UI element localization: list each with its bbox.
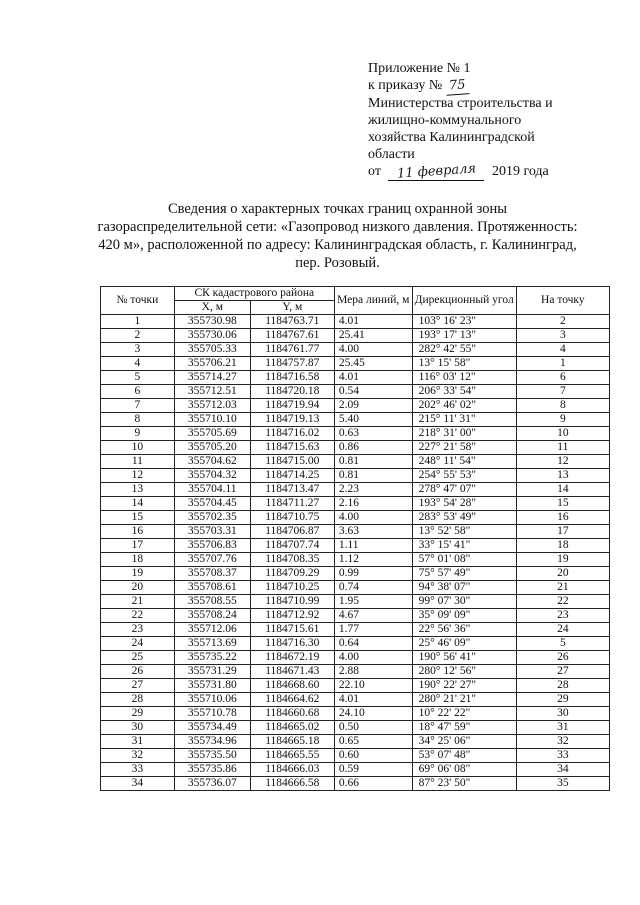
cell-x: 355713.69 <box>174 637 250 651</box>
table-row <box>101 651 610 665</box>
cell-point: 6 <box>101 385 175 399</box>
cell-y: 1184666.58 <box>250 777 334 791</box>
ministry-line-4: области <box>368 147 415 162</box>
cell-to-point: 32 <box>516 735 609 749</box>
cell-y: 1184665.02 <box>250 721 334 735</box>
cell-x: 355734.49 <box>174 721 250 735</box>
cell-length: 0.60 <box>334 749 412 763</box>
table-row <box>101 567 610 581</box>
cell-y: 1184714.25 <box>250 469 334 483</box>
cell-direction: 190° 56' 41" <box>412 651 516 665</box>
cell-direction: 218° 31' 00" <box>412 427 516 441</box>
cell-to-point: 1 <box>516 357 609 371</box>
cell-to-point: 33 <box>516 749 609 763</box>
cell-to-point: 11 <box>516 441 609 455</box>
cell-x: 355735.22 <box>174 651 250 665</box>
cell-point: 18 <box>101 553 175 567</box>
table-row <box>101 553 610 567</box>
cell-y: 1184709.29 <box>250 567 334 581</box>
cell-to-point: 15 <box>516 497 609 511</box>
table-row <box>101 413 610 427</box>
cell-point: 20 <box>101 581 175 595</box>
cell-to-point: 19 <box>516 553 609 567</box>
date-field <box>388 163 484 181</box>
cell-y: 1184660.68 <box>250 707 334 721</box>
cell-length: 2.09 <box>334 399 412 413</box>
heading-line-1: Сведения о характерных точках границ охранной зоны <box>168 201 507 217</box>
cell-x: 355712.03 <box>174 399 250 413</box>
cell-point: 4 <box>101 357 175 371</box>
cell-y: 1184719.94 <box>250 399 334 413</box>
order-line <box>368 77 618 95</box>
cell-point: 12 <box>101 469 175 483</box>
cell-direction: 99° 07' 30" <box>412 595 516 609</box>
cell-x: 355706.21 <box>174 357 250 371</box>
header-to-point: На точку <box>516 287 609 315</box>
cell-x: 355730.98 <box>174 315 250 329</box>
order-prefix: к приказу № <box>368 78 443 93</box>
cell-length: 4.00 <box>334 343 412 357</box>
cell-y: 1184767.61 <box>250 329 334 343</box>
cell-x: 355704.45 <box>174 497 250 511</box>
cell-y: 1184715.00 <box>250 455 334 469</box>
cell-length: 2.23 <box>334 483 412 497</box>
table-row <box>101 749 610 763</box>
table-row <box>101 721 610 735</box>
cell-direction: 280° 21' 21" <box>412 693 516 707</box>
cell-length: 25.45 <box>334 357 412 371</box>
table-row <box>101 455 610 469</box>
cell-to-point: 28 <box>516 679 609 693</box>
cell-direction: 206° 33' 54" <box>412 385 516 399</box>
cell-x: 355710.78 <box>174 707 250 721</box>
table-row <box>101 343 610 357</box>
cell-to-point: 8 <box>516 399 609 413</box>
cell-to-point: 14 <box>516 483 609 497</box>
cell-y: 1184671.43 <box>250 665 334 679</box>
cell-point: 10 <box>101 441 175 455</box>
cell-length: 0.86 <box>334 441 412 455</box>
cell-direction: 227° 21' 58" <box>412 441 516 455</box>
cell-y: 1184712.92 <box>250 609 334 623</box>
cell-point: 26 <box>101 665 175 679</box>
cell-x: 355705.20 <box>174 441 250 455</box>
cell-direction: 254° 55' 53" <box>412 469 516 483</box>
cell-to-point: 31 <box>516 721 609 735</box>
cell-x: 355735.50 <box>174 749 250 763</box>
table-row <box>101 693 610 707</box>
table-row <box>101 497 610 511</box>
table-row <box>101 329 610 343</box>
cell-length: 0.63 <box>334 427 412 441</box>
order-number-handwritten: 75 <box>445 76 469 96</box>
table-row <box>101 357 610 371</box>
table-row <box>101 707 610 721</box>
cell-direction: 283° 53' 49" <box>412 511 516 525</box>
cell-direction: 193° 54' 28" <box>412 497 516 511</box>
cell-x: 355712.06 <box>174 623 250 637</box>
table-row <box>101 735 610 749</box>
cell-length: 2.88 <box>334 665 412 679</box>
cell-x: 355736.07 <box>174 777 250 791</box>
cell-direction: 202° 46' 02" <box>412 399 516 413</box>
table-row <box>101 609 610 623</box>
cell-y: 1184708.35 <box>250 553 334 567</box>
table-row <box>101 427 610 441</box>
cell-y: 1184716.58 <box>250 371 334 385</box>
cell-direction: 193° 17' 13" <box>412 329 516 343</box>
table-row <box>101 511 610 525</box>
header-x: X, м <box>174 301 250 315</box>
cell-y: 1184664.62 <box>250 693 334 707</box>
cell-direction: 13° 15' 58" <box>412 357 516 371</box>
table-row <box>101 637 610 651</box>
cell-to-point: 9 <box>516 413 609 427</box>
ministry-line-2: жилищно-коммунального <box>368 113 522 128</box>
cell-y: 1184710.99 <box>250 595 334 609</box>
cell-direction: 35° 09' 09" <box>412 609 516 623</box>
appendix-title: Приложение № 1 <box>368 61 471 76</box>
cell-point: 23 <box>101 623 175 637</box>
cell-length: 4.00 <box>334 651 412 665</box>
cell-to-point: 30 <box>516 707 609 721</box>
table-row <box>101 385 610 399</box>
table-row <box>101 469 610 483</box>
cell-point: 32 <box>101 749 175 763</box>
cell-y: 1184668.60 <box>250 679 334 693</box>
cell-direction: 57° 01' 08" <box>412 553 516 567</box>
header-length: Мера линий, м <box>334 287 412 315</box>
cell-x: 355731.80 <box>174 679 250 693</box>
cell-point: 28 <box>101 693 175 707</box>
cell-length: 4.67 <box>334 609 412 623</box>
cell-direction: 33° 15' 41" <box>412 539 516 553</box>
cell-point: 22 <box>101 609 175 623</box>
cell-length: 0.99 <box>334 567 412 581</box>
cell-point: 7 <box>101 399 175 413</box>
date-suffix: 2019 года <box>491 164 549 179</box>
cell-point: 9 <box>101 427 175 441</box>
cell-direction: 215° 11' 31" <box>412 413 516 427</box>
cell-point: 29 <box>101 707 175 721</box>
cell-length: 0.65 <box>334 735 412 749</box>
cell-y: 1184711.27 <box>250 497 334 511</box>
table-row <box>101 441 610 455</box>
cell-length: 0.59 <box>334 763 412 777</box>
table-row <box>101 525 610 539</box>
cell-direction: 278° 47' 07" <box>412 483 516 497</box>
cell-to-point: 20 <box>516 567 609 581</box>
cell-x: 355708.61 <box>174 581 250 595</box>
cell-to-point: 10 <box>516 427 609 441</box>
table-row <box>101 763 610 777</box>
cell-point: 2 <box>101 329 175 343</box>
cell-length: 0.50 <box>334 721 412 735</box>
cell-point: 5 <box>101 371 175 385</box>
cell-length: 4.01 <box>334 693 412 707</box>
cell-x: 355705.33 <box>174 343 250 357</box>
cell-point: 11 <box>101 455 175 469</box>
cell-x: 355730.06 <box>174 329 250 343</box>
cell-point: 8 <box>101 413 175 427</box>
cell-length: 25.41 <box>334 329 412 343</box>
cell-direction: 116° 03' 12" <box>412 371 516 385</box>
cell-direction: 75° 57' 49" <box>412 567 516 581</box>
cell-x: 355705.69 <box>174 427 250 441</box>
cell-direction: 103° 16' 23" <box>412 315 516 329</box>
header-y: Y, м <box>250 301 334 315</box>
cell-point: 34 <box>101 777 175 791</box>
table-row <box>101 595 610 609</box>
date-line <box>368 163 618 181</box>
cell-x: 355712.51 <box>174 385 250 399</box>
cell-x: 355706.83 <box>174 539 250 553</box>
cell-to-point: 17 <box>516 525 609 539</box>
cell-length: 4.01 <box>334 371 412 385</box>
date-prefix: от <box>368 164 381 179</box>
cell-to-point: 22 <box>516 595 609 609</box>
cell-y: 1184665.55 <box>250 749 334 763</box>
cell-length: 24.10 <box>334 707 412 721</box>
cell-direction: 69° 06' 08" <box>412 763 516 777</box>
cell-x: 355714.27 <box>174 371 250 385</box>
cell-direction: 87° 23' 50" <box>412 777 516 791</box>
cell-y: 1184715.61 <box>250 623 334 637</box>
cell-y: 1184715.63 <box>250 441 334 455</box>
cell-point: 3 <box>101 343 175 357</box>
cell-direction: 18° 47' 59" <box>412 721 516 735</box>
cell-x: 355704.62 <box>174 455 250 469</box>
cell-y: 1184719.13 <box>250 413 334 427</box>
cell-point: 14 <box>101 497 175 511</box>
cell-length: 0.74 <box>334 581 412 595</box>
cell-point: 30 <box>101 721 175 735</box>
heading-line-4: пер. Розовый. <box>295 255 380 271</box>
cell-point: 24 <box>101 637 175 651</box>
cell-x: 355708.37 <box>174 567 250 581</box>
header-direction: Дирекционный угол <box>412 287 516 315</box>
cell-x: 355731.29 <box>174 665 250 679</box>
cell-length: 1.12 <box>334 553 412 567</box>
cell-direction: 94° 38' 07" <box>412 581 516 595</box>
heading-line-2: газораспределительной сети: «Газопровод низкого давления. Протяженность: <box>97 219 578 235</box>
table-row <box>101 623 610 637</box>
cell-length: 3.63 <box>334 525 412 539</box>
cell-y: 1184716.30 <box>250 637 334 651</box>
cell-x: 355708.24 <box>174 609 250 623</box>
cell-length: 1.95 <box>334 595 412 609</box>
cell-to-point: 5 <box>516 637 609 651</box>
cell-length: 0.54 <box>334 385 412 399</box>
cell-length: 0.81 <box>334 455 412 469</box>
table-row <box>101 315 610 329</box>
table-row <box>101 539 610 553</box>
cell-point: 27 <box>101 679 175 693</box>
cell-to-point: 27 <box>516 665 609 679</box>
cell-x: 355704.32 <box>174 469 250 483</box>
cell-point: 16 <box>101 525 175 539</box>
cell-point: 31 <box>101 735 175 749</box>
cell-y: 1184710.25 <box>250 581 334 595</box>
ministry-line-3: хозяйства Калининградской <box>368 130 535 145</box>
cell-point: 33 <box>101 763 175 777</box>
cell-x: 355702.35 <box>174 511 250 525</box>
cell-to-point: 13 <box>516 469 609 483</box>
cell-y: 1184666.03 <box>250 763 334 777</box>
appendix-block <box>368 60 618 181</box>
ministry-line-1: Министерства строительства и <box>368 96 553 111</box>
cell-x: 355710.10 <box>174 413 250 427</box>
heading-line-3: 420 м», расположенной по адресу: Калининградская область, г. Калининград, <box>98 237 577 253</box>
cell-to-point: 34 <box>516 763 609 777</box>
cell-direction: 280° 12' 56" <box>412 665 516 679</box>
cell-to-point: 2 <box>516 315 609 329</box>
points-table <box>100 286 610 791</box>
date-handwritten: 11 февраля <box>396 161 477 182</box>
cell-length: 4.00 <box>334 511 412 525</box>
table-row <box>101 399 610 413</box>
table-row <box>101 777 610 791</box>
cell-direction: 190° 22' 27" <box>412 679 516 693</box>
cell-length: 22.10 <box>334 679 412 693</box>
cell-y: 1184672.19 <box>250 651 334 665</box>
cell-x: 355710.06 <box>174 693 250 707</box>
cell-direction: 10° 22' 22" <box>412 707 516 721</box>
cell-to-point: 6 <box>516 371 609 385</box>
cell-to-point: 21 <box>516 581 609 595</box>
cell-direction: 282° 42' 55" <box>412 343 516 357</box>
cell-to-point: 29 <box>516 693 609 707</box>
cell-length: 0.64 <box>334 637 412 651</box>
cell-to-point: 24 <box>516 623 609 637</box>
table-row <box>101 679 610 693</box>
cell-length: 5.40 <box>334 413 412 427</box>
table-row <box>101 581 610 595</box>
cell-direction: 25° 46' 09" <box>412 637 516 651</box>
cell-direction: 248° 11' 54" <box>412 455 516 469</box>
cell-to-point: 16 <box>516 511 609 525</box>
header-coordinate-system: СК кадастрового района <box>174 287 334 301</box>
cell-to-point: 4 <box>516 343 609 357</box>
cell-x: 355735.86 <box>174 763 250 777</box>
cell-x: 355734.96 <box>174 735 250 749</box>
cell-y: 1184716.02 <box>250 427 334 441</box>
document-heading <box>60 200 615 272</box>
cell-direction: 53° 07' 48" <box>412 749 516 763</box>
cell-point: 19 <box>101 567 175 581</box>
table-row <box>101 371 610 385</box>
cell-y: 1184713.47 <box>250 483 334 497</box>
cell-length: 4.01 <box>334 315 412 329</box>
header-point: № точки <box>101 287 175 315</box>
cell-to-point: 23 <box>516 609 609 623</box>
cell-to-point: 18 <box>516 539 609 553</box>
cell-y: 1184763.71 <box>250 315 334 329</box>
cell-x: 355707.76 <box>174 553 250 567</box>
cell-y: 1184720.18 <box>250 385 334 399</box>
cell-y: 1184710.75 <box>250 511 334 525</box>
cell-direction: 34° 25' 06" <box>412 735 516 749</box>
cell-direction: 13° 52' 58" <box>412 525 516 539</box>
cell-to-point: 3 <box>516 329 609 343</box>
cell-point: 21 <box>101 595 175 609</box>
cell-point: 25 <box>101 651 175 665</box>
cell-x: 355704.11 <box>174 483 250 497</box>
cell-to-point: 26 <box>516 651 609 665</box>
cell-to-point: 12 <box>516 455 609 469</box>
cell-x: 355708.55 <box>174 595 250 609</box>
cell-y: 1184665.18 <box>250 735 334 749</box>
cell-direction: 22° 56' 36" <box>412 623 516 637</box>
cell-y: 1184706.87 <box>250 525 334 539</box>
cell-y: 1184707.74 <box>250 539 334 553</box>
table-row <box>101 665 610 679</box>
cell-length: 1.77 <box>334 623 412 637</box>
cell-y: 1184757.87 <box>250 357 334 371</box>
cell-length: 0.81 <box>334 469 412 483</box>
cell-length: 0.66 <box>334 777 412 791</box>
points-table-body <box>101 315 610 791</box>
cell-to-point: 35 <box>516 777 609 791</box>
cell-point: 17 <box>101 539 175 553</box>
cell-to-point: 7 <box>516 385 609 399</box>
table-row <box>101 483 610 497</box>
cell-length: 2.16 <box>334 497 412 511</box>
cell-point: 15 <box>101 511 175 525</box>
cell-point: 13 <box>101 483 175 497</box>
cell-y: 1184761.77 <box>250 343 334 357</box>
cell-length: 1.11 <box>334 539 412 553</box>
cell-point: 1 <box>101 315 175 329</box>
cell-x: 355703.31 <box>174 525 250 539</box>
